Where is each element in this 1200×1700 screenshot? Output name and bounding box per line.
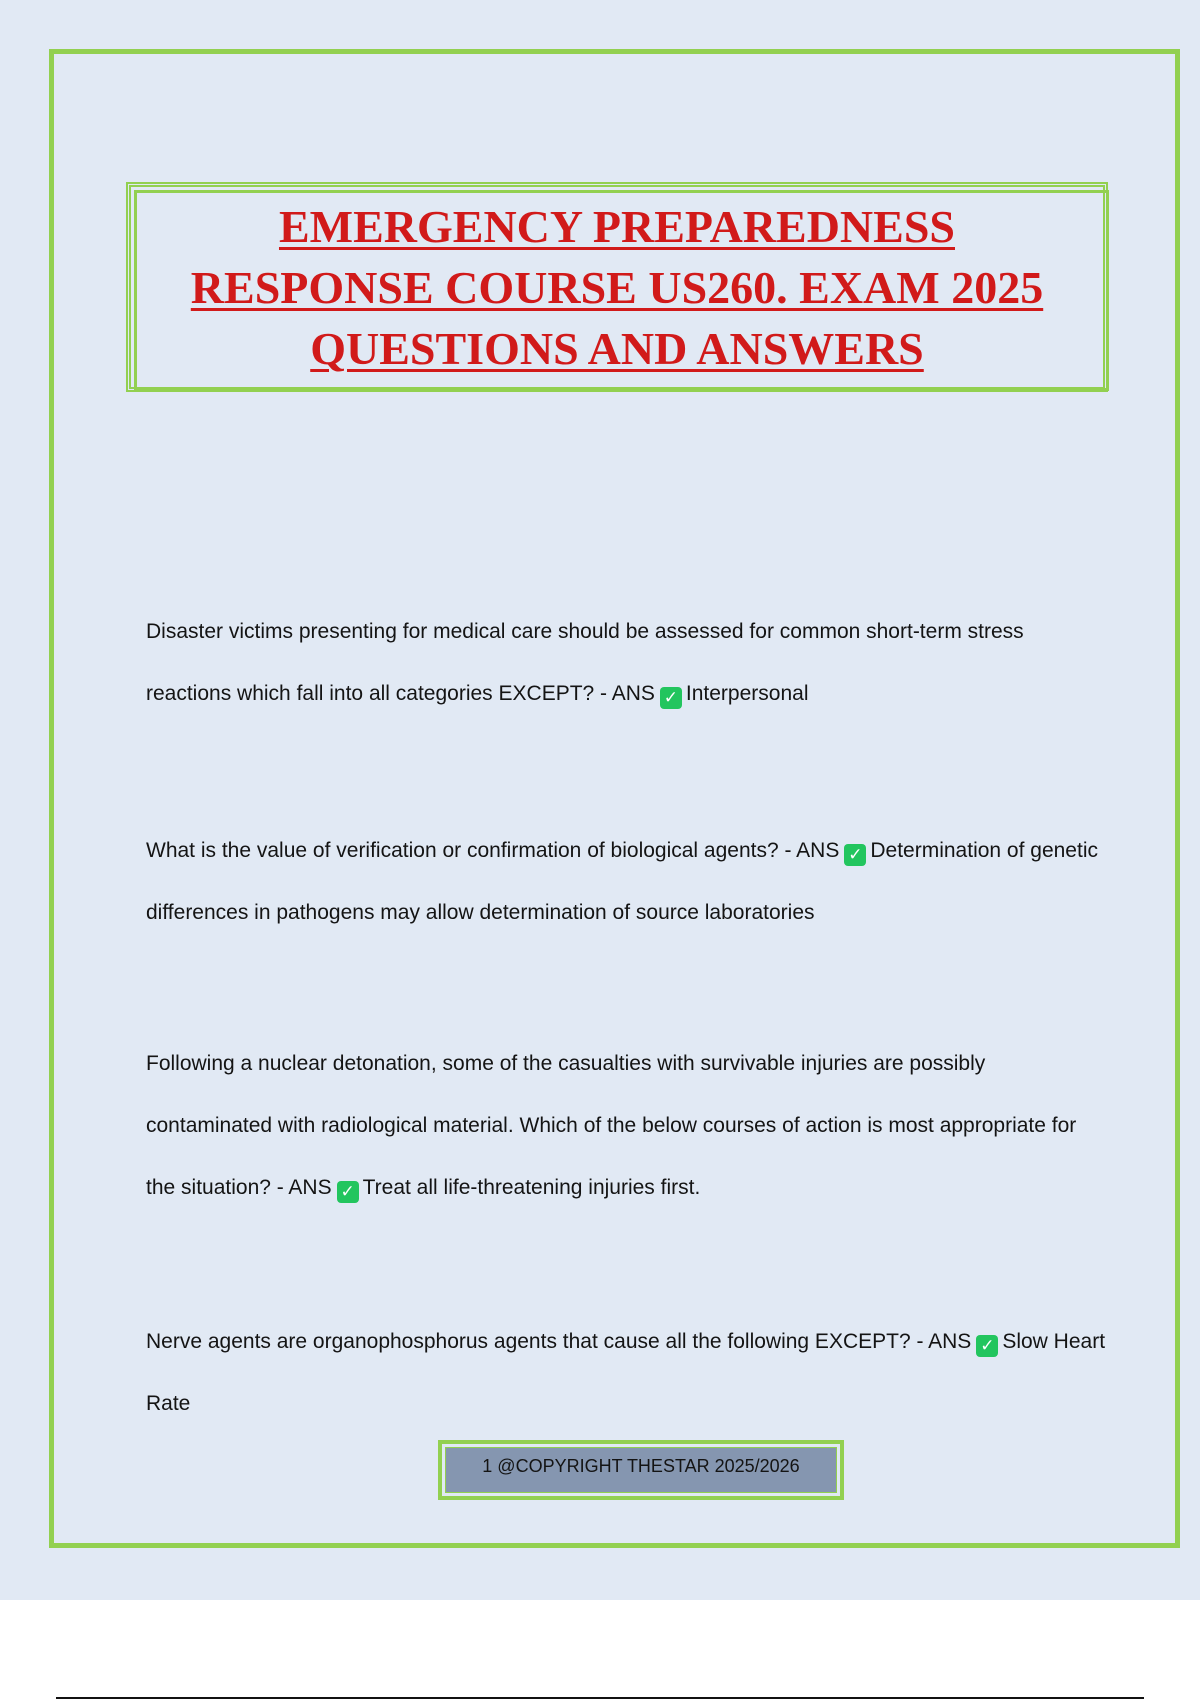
footer-box	[438, 1440, 844, 1500]
question-text: Nerve agents are organophosphorus agents that cause all the following EXCEPT? - ANS	[146, 1330, 972, 1353]
footer-copyright: 1 @COPYRIGHT THESTAR 2025/2026	[445, 1447, 837, 1493]
title-line-3: QUESTIONS AND ANSWERS	[310, 322, 924, 374]
title-box	[126, 182, 1108, 392]
question-text: Following a nuclear detonation, some of the casualties with survivable injuries are possibly contaminated with radiological material. Which of the below courses of action is most appropriate for the situation? - ANS	[146, 1052, 1077, 1199]
check-mark-icon: ✓	[844, 844, 866, 866]
title-line-1: EMERGENCY PREPAREDNESS	[278, 200, 955, 252]
answer-text: Interpersonal	[685, 682, 809, 705]
qa-item-2	[146, 820, 1106, 944]
answer-text: Treat all life-threatening injuries first.	[362, 1176, 701, 1199]
check-mark-icon: ✓	[660, 687, 682, 709]
qa-item-1	[146, 601, 1106, 725]
check-mark-icon: ✓	[976, 1335, 998, 1357]
question-text: Disaster victims presenting for medical care should be assessed for common short-term stress reactions which fall into all categories EXCEPT? - ANS	[146, 620, 1024, 705]
answer-text: Slow Heart Rate	[146, 1330, 1106, 1415]
title-line-2: RESPONSE COURSE US260. EXAM 2025	[190, 261, 1044, 313]
document-title	[191, 196, 1043, 379]
question-text: What is the value of verification or confirmation of biological agents? - ANS	[146, 839, 840, 862]
qa-item-3	[146, 1033, 1106, 1219]
answer-text: Determination of genetic differences in pathogens may allow determination of source laboratories	[146, 839, 1098, 924]
qa-item-4	[146, 1311, 1106, 1435]
page-divider	[56, 1697, 1144, 1699]
check-mark-icon: ✓	[337, 1181, 359, 1203]
